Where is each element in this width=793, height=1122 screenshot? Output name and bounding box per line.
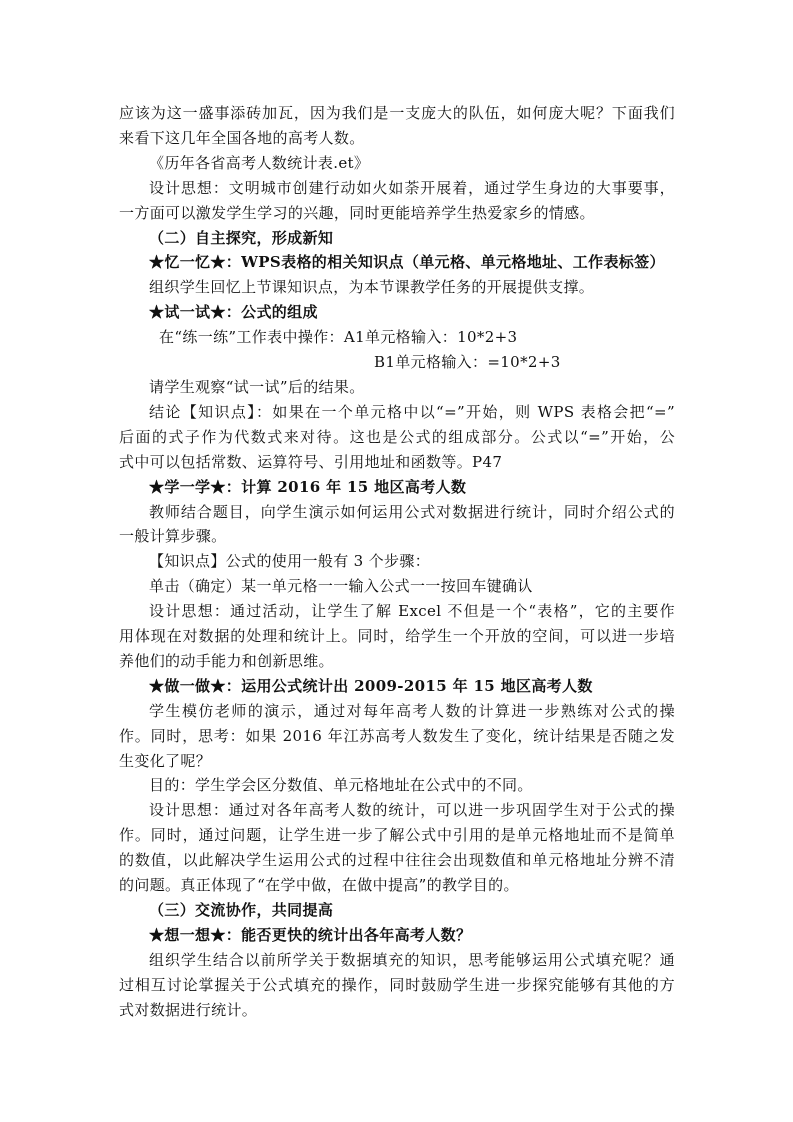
text-line: ★学一学★：计算 2016 年 15 地区高考人数 [149,477,467,496]
text-line: 后面的式子作为代数式来对待。这也是公式的组成部分。公式以“=”开始，公 [119,427,675,446]
text-line: 教师结合题目，向学生演示如何运用公式对数据进行统计，同时介绍公式的 [149,502,675,521]
text-line: 生变化了呢？ [119,751,212,770]
text-line: 作。同时，思考：如果 2016 年江苏高考人数发生了变化，统计结果是否随之发 [119,726,675,745]
text-line: 组织学生结合以前所学关于数据填充的知识，思考能够运用公式填充呢？通 [149,950,675,969]
text-line: （三）交流协作，共同提高 [149,901,334,919]
text-line: 《历年各省高考人数统计表.et》 [149,153,370,172]
text-line: 的数值，以此解决学生运用公式的过程中往往会出现数值和单元格地址分辨不清 [119,851,675,870]
text-line: 设计思想：通过活动，让学生了解 Excel 不但是一个“表格”，它的主要作 [149,602,675,621]
text-line: （二）自主探究，形成新知 [149,228,334,247]
text-line: B1单元格输入：=10*2+3 [374,353,561,372]
text-line: 过相互讨论掌握关于公式填充的操作，同时鼓励学生进一步探究能够有其他的方 [119,975,675,994]
text-line: ★想一想★：能否更快的统计出各年高考人数？ [149,925,472,944]
text-line: 设计思想：通过对各年高考人数的统计，可以进一步巩固学生对于公式的操 [149,801,675,820]
text-line: ★试一试★：公式的组成 [149,303,318,322]
text-line: 一方面可以激发学生学习的兴趣，同时更能培养学生热爱家乡的情感。 [119,203,595,222]
document-body [119,101,675,1023]
text-line: 组织学生回忆上节课知识点，为本节课教学任务的开展提供支撑。 [149,278,595,297]
text-line: ★忆一忆★：WPS表格的相关知识点（单元格、单元格地址、工作表标签） [149,253,665,272]
text-line: 用体现在对数据的处理和统计上。同时，给学生一个开放的空间，可以进一步培 [119,627,675,646]
text-line: 【知识点】公式的使用一般有 3 个步骤： [149,552,431,571]
text-line: 的问题。真正体现了“在学中做，在做中提高”的教学目的。 [119,876,519,895]
text-line: 学生模仿老师的演示，通过对每年高考人数的计算进一步熟练对公式的操 [149,701,675,720]
text-line: 单击（确定）某一单元格一一输入公式一一按回车键确认 [149,577,533,596]
text-line: 作。同时，通过问题，让学生进一步了解公式中引用的是单元格地址而不是简单 [119,826,675,845]
text-line: 来看下这几年全国各地的高考人数。 [119,128,365,147]
text-line: 目的：学生学会区分数值、单元格地址在公式中的不同。 [149,776,533,795]
text-line: 在“练一练”工作表中操作：A1单元格输入：10*2+3 [159,328,518,347]
text-line: 应该为这一盛事添砖加瓦，因为我们是一支庞大的队伍，如何庞大呢？下面我们 [119,104,675,122]
text-line: 请学生观察“试一试”后的结果。 [149,377,365,396]
text-line: 式对数据进行统计。 [119,1000,258,1019]
text-line: 养他们的动手能力和创新思维。 [119,651,334,670]
text-line: 式中可以包括常数、运算符号、引用地址和函数等。P47 [119,452,503,471]
text-line: 结论【知识点】：如果在一个单元格中以“=”开始，则 WPS 表格会把“=” [149,402,675,421]
text-line: ★做一做★：运用公式统计出 2009-2015 年 15 地区高考人数 [149,676,593,695]
text-line: 设计思想：文明城市创建行动如火如荼开展着，通过学生身边的大事要事， [149,178,675,197]
text-line: 一般计算步骤。 [119,527,227,546]
